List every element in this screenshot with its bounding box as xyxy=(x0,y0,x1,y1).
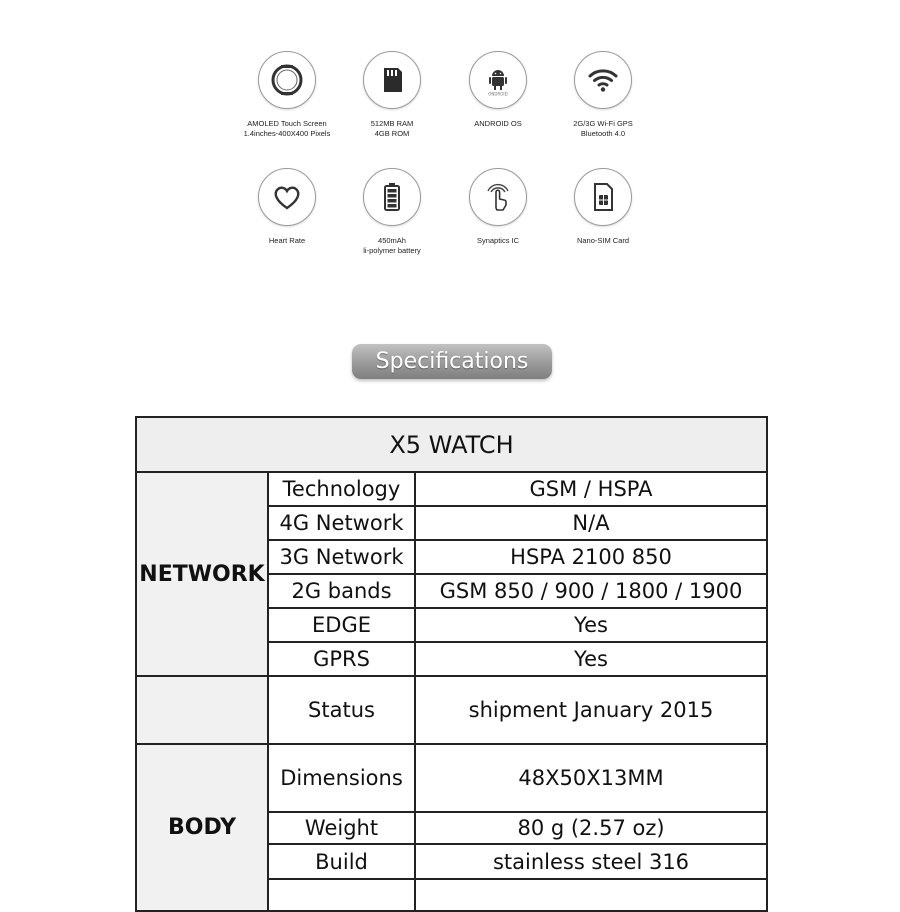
feature-sim xyxy=(548,168,658,246)
feature-battery xyxy=(337,168,447,256)
body-category-label: BODY xyxy=(136,744,268,911)
spec-value-empty xyxy=(415,879,767,911)
sim-card-icon xyxy=(585,179,621,215)
spec-label: Build xyxy=(268,844,415,879)
feature-touch-screen xyxy=(232,51,342,139)
spec-label: Status xyxy=(268,676,415,744)
spec-value: GSM / HSPA xyxy=(415,472,767,506)
feature-memory xyxy=(337,51,447,139)
wifi-icon xyxy=(585,62,621,98)
network-category-label: NETWORK xyxy=(136,472,268,676)
feature-android xyxy=(443,51,553,129)
feature-caption: 450mAh li-polymer battery xyxy=(363,236,421,255)
specifications-button[interactable]: Specifications xyxy=(352,344,552,379)
feature-icons-section xyxy=(0,0,900,290)
status-category-cell xyxy=(136,676,268,744)
spec-value: HSPA 2100 850 xyxy=(415,540,767,574)
memory-card-icon xyxy=(374,62,410,98)
feature-caption: AMOLED Touch Screen 1.4inches-400X400 Pixels xyxy=(243,119,331,138)
android-icon xyxy=(480,62,516,98)
spec-label-empty xyxy=(268,879,415,911)
feature-caption: Synaptics IC xyxy=(476,236,520,245)
spec-label: EDGE xyxy=(268,608,415,642)
spec-label: 3G Network xyxy=(268,540,415,574)
spec-label: 2G bands xyxy=(268,574,415,608)
spec-label: GPRS xyxy=(268,642,415,676)
feature-caption: 2G/3G Wi-Fi GPS Bluetooth 4.0 xyxy=(573,119,633,138)
feature-caption: ANDROID OS xyxy=(474,119,522,128)
feature-heart-rate xyxy=(232,168,342,246)
spec-label: Weight xyxy=(268,812,415,844)
spec-label: Dimensions xyxy=(268,744,415,812)
feature-caption: Heart Rate xyxy=(268,236,306,245)
feature-caption: 512MB RAM 4GB ROM xyxy=(370,119,414,138)
spec-label: Technology xyxy=(268,472,415,506)
spec-value: GSM 850 / 900 / 1800 / 1900 xyxy=(415,574,767,608)
spec-value: stainless steel 316 xyxy=(415,844,767,879)
table-title: X5 WATCH xyxy=(136,417,767,472)
android-icon-text: ONDROID xyxy=(488,91,508,97)
heart-icon xyxy=(269,179,305,215)
spec-value: Yes xyxy=(415,608,767,642)
battery-icon xyxy=(374,179,410,215)
spec-value: shipment January 2015 xyxy=(415,676,767,744)
feature-caption: Nano-SIM Card xyxy=(576,236,630,245)
specifications-table xyxy=(135,416,768,912)
spec-value: 80 g (2.57 oz) xyxy=(415,812,767,844)
spec-value: N/A xyxy=(415,506,767,540)
spec-value: 48X50X13MM xyxy=(415,744,767,812)
feature-connectivity xyxy=(548,51,658,139)
spec-label: 4G Network xyxy=(268,506,415,540)
feature-synaptics xyxy=(443,168,553,246)
touch-screen-icon xyxy=(269,62,305,98)
spec-value: Yes xyxy=(415,642,767,676)
touch-hand-icon xyxy=(480,179,516,215)
